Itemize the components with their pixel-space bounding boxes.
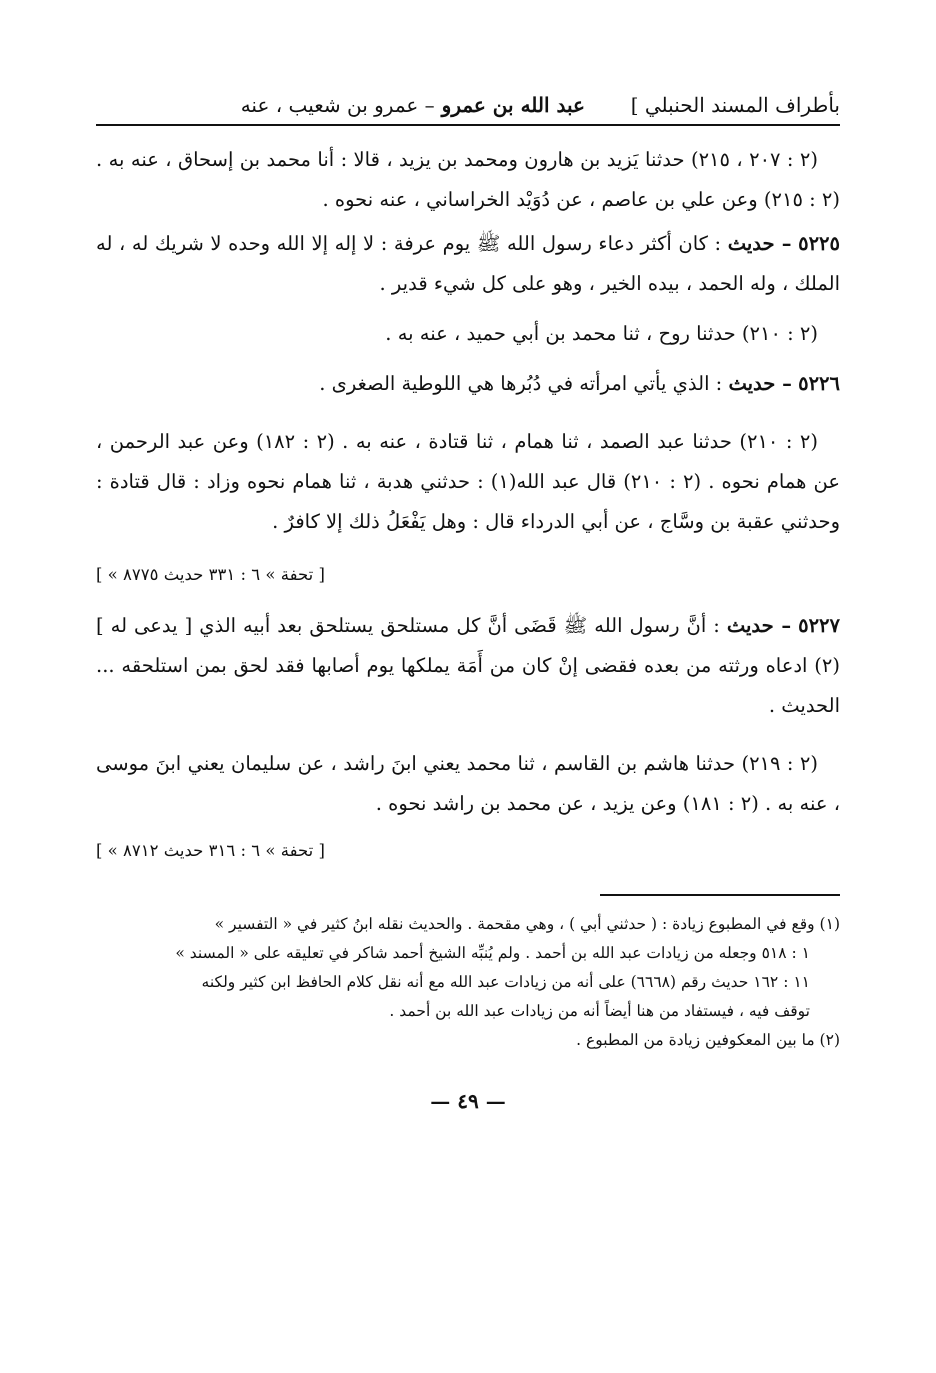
source-citation-5225: (٢ : ٢١٠) حدثنا روح ، ثنا محمد بن أبي حميد ، عنه به . bbox=[385, 322, 818, 345]
page bbox=[96, 88, 840, 1113]
hadith-text: : الذي يأتي امرأته في دُبُرها هي اللوطية الصغرى . bbox=[319, 372, 723, 395]
hadith-keyword: حديث bbox=[728, 372, 776, 395]
hadith-keyword: حديث bbox=[726, 614, 774, 637]
hadith-number: ٥٢٢٦ bbox=[798, 372, 840, 395]
header-section-title bbox=[241, 90, 585, 120]
source-citation-5227: (٢ : ٢١٩) حدثنا هاشم بن القاسم ، ثنا محمد يعني ابنَ راشد ، عن سليمان يعني ابنَ موسى ، عنه به . (٢ : ١٨١) وعن يزيد ، عن محمد بن راشد نحوه . bbox=[96, 752, 840, 815]
footnotes bbox=[96, 910, 840, 1055]
footnote-2: (٢) ما بين المعكوفين زيادة من المطبوع . bbox=[576, 1031, 840, 1049]
hadith-5225: ٥٢٢٥ – حديث : كان أكثر دعاء رسول الله ﷺ يوم عرفة : لا إله إلا الله وحده لا شريك له ، له الملك ، وله الحمد ، بيده الخير ، وهو على كل شيء قدير . bbox=[96, 232, 840, 295]
page-number: — ٤٩ — bbox=[430, 1089, 506, 1113]
hadith-keyword: حديث bbox=[727, 232, 775, 255]
footnote-1-line-1: (١) وقع في المطبوع زيادة : ( حدثني أبي ) ، وهي مقحمة . والحديث نقله ابنُ كثير في « التفسير » bbox=[214, 915, 840, 933]
hadith-5227: ٥٢٢٧ – حديث : أنَّ رسول الله ﷺ قَضَى أنَّ كل مستلحق يستلحق بعد أبيه الذي [ يدعى له ](٢) ادعاه ورثته من بعده فقضى إنْ كان من أَمَة يملكها يوم أصابها فقد لحق بمن استلحقه ... الحديث . bbox=[96, 614, 841, 717]
hadith-5226: ٥٢٢٦ – حديث : الذي يأتي امرأته في دُبُرها هي اللوطية الصغرى . bbox=[319, 372, 840, 395]
hadith-number: ٥٢٢٥ bbox=[798, 232, 840, 255]
hadith-text: : أنَّ رسول الله ﷺ قَضَى أنَّ كل مستلحق يستلحق بعد أبيه الذي [ يدعى له ](٢) ادعاه ورثته من بعده فقضى إنْ كان من أَمَة يملكها يوم أصابها فقد لحق بمن استلحقه ... الحديث . bbox=[96, 614, 840, 717]
hadith-text: : كان أكثر دعاء رسول الله ﷺ يوم عرفة : لا إله إلا الله وحده لا شريك له ، له الملك ، وله الحمد ، بيده الخير ، وهو على كل شيء قدير . bbox=[96, 232, 840, 295]
tuhfa-reference: [ « تحفة » ٦ : ٣٣١ حديث ٨٧٧٥ ] bbox=[96, 565, 325, 584]
footnote-1-line-2: ١ : ٥١٨ وجعله من زيادات عبد الله بن أحمد . ولم يُنبِّه الشيخ أحمد شاكر في تعليقه على « المسند » bbox=[175, 944, 810, 962]
header-book-title: بأطراف المسند الحنبلي ] bbox=[630, 93, 840, 117]
running-header bbox=[96, 88, 840, 126]
tuhfa-reference: [ « تحفة » ٦ : ٣١٦ حديث ٨٧١٢ ] bbox=[96, 841, 325, 860]
header-companion-name: عبد الله بن عمرو bbox=[441, 93, 585, 117]
header-chain: – عمرو بن شعيب ، عنه bbox=[240, 93, 435, 117]
source-citation-5226: (٢ : ٢١٠) حدثنا عبد الصمد ، ثنا همام ، ثنا قتادة ، عنه به . (٢ : ١٨٢) وعن عبد الرحمن ، عن همام نحوه . (٢ : ٢١٠) قال عبد الله(١) : حدثني هدبة ، ثنا همام نحوه وزاد : قال قتادة : وحدثني عقبة بن وسَّاج ، عن أبي الدرداء قال : وهل يَفْعَلُ ذلك إلا كافرٌ . bbox=[96, 430, 840, 533]
source-citation-5224: (٢ : ٢٠٧ ، ٢١٥) حدثنا يَزيد بن هارون ومحمد بن يزيد ، قالا : أنا محمد بن إسحاق ، عنه به . (٢ : ٢١٥) وعن علي بن عاصم ، عن دُوَيْد الخراساني ، عنه نحوه . bbox=[96, 148, 840, 211]
footnote-1-line-4: توقف فيه ، فيستفاد من هنا أيضاً أنه من زيادات عبد الله بن أحمد . bbox=[389, 1002, 810, 1020]
hadith-number: ٥٢٢٧ bbox=[798, 614, 841, 637]
footnote-separator bbox=[600, 894, 840, 896]
footnote-1-line-3: ١١ : ١٦٢ حديث رقم (٦٦٦٨) على أنه من زيادات عبد الله مع أنه نقل كلام الحافظ ابن كثير ولكنه bbox=[201, 973, 810, 991]
